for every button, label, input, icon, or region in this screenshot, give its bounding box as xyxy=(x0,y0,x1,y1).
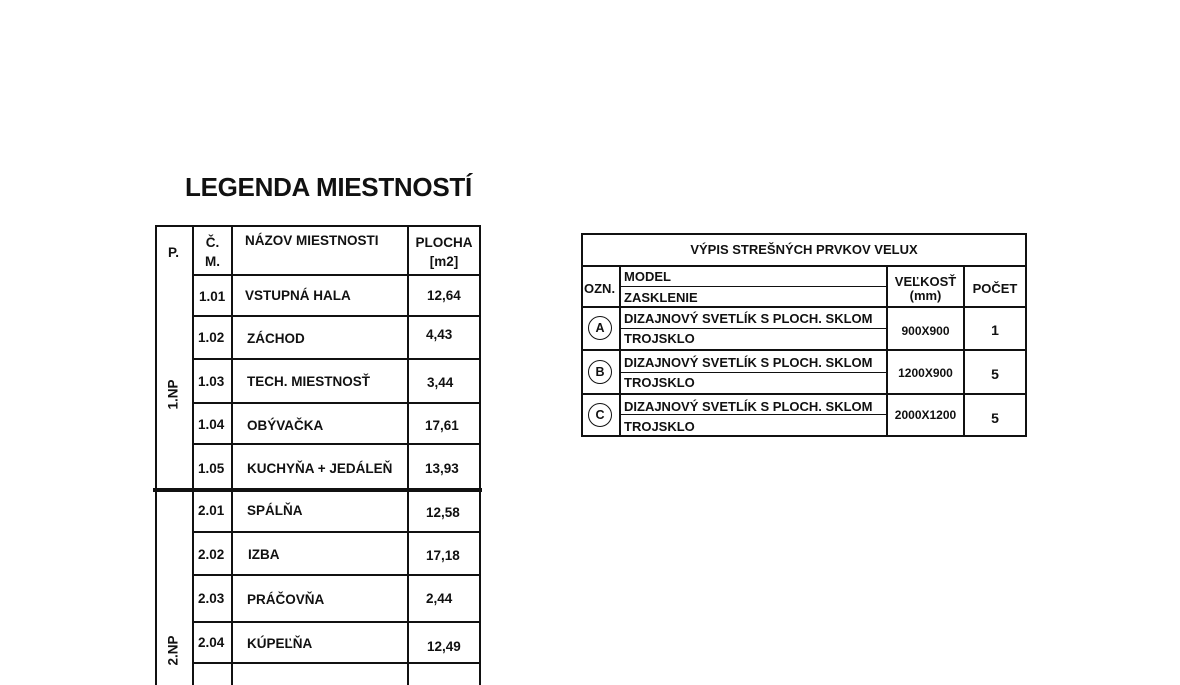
velux-title: VÝPIS STREŠNÝCH PRVKOV VELUX xyxy=(690,242,918,257)
table-border xyxy=(1025,233,1027,437)
room-legend-table xyxy=(155,225,481,685)
room-area: 4,43 xyxy=(426,327,453,342)
table-border xyxy=(231,225,233,685)
table-border xyxy=(155,225,481,227)
room-area: 12,49 xyxy=(427,639,461,654)
item-count: 5 xyxy=(991,410,999,426)
room-number: 1.03 xyxy=(198,374,225,389)
room-area: 3,44 xyxy=(427,375,454,390)
room-area: 13,93 xyxy=(425,461,459,476)
item-model: DIZAJNOVÝ SVETLÍK S PLOCH. SKLOM xyxy=(624,355,873,370)
table-border xyxy=(581,349,1027,351)
item-count: 1 xyxy=(991,322,999,338)
room-area: 12,58 xyxy=(426,505,460,520)
room-area: 17,18 xyxy=(426,548,460,563)
header-size-line2: (mm) xyxy=(909,288,942,303)
item-size: 2000X1200 xyxy=(894,408,957,422)
table-border xyxy=(581,233,1027,235)
room-name: PRÁČOVŇA xyxy=(247,592,325,607)
table-border xyxy=(581,306,1027,308)
header-number-line2: M. xyxy=(205,254,220,269)
table-border xyxy=(192,443,481,445)
table-border xyxy=(192,531,481,533)
room-name: ZÁCHOD xyxy=(247,331,305,346)
table-border xyxy=(192,315,481,317)
velux-table xyxy=(581,233,1027,437)
table-border xyxy=(620,372,887,373)
table-border xyxy=(192,402,481,404)
room-number: 1.02 xyxy=(198,330,225,345)
table-border xyxy=(620,328,887,329)
table-border xyxy=(192,358,481,360)
item-model: DIZAJNOVÝ SVETLÍK S PLOCH. SKLOM xyxy=(624,311,873,326)
room-name: KÚPEĽŇA xyxy=(247,636,313,651)
item-mark: C xyxy=(588,403,612,427)
room-name: OBÝVAČKA xyxy=(247,418,324,433)
table-border xyxy=(620,286,887,287)
floor-label: 1.NP xyxy=(165,379,181,410)
table-border xyxy=(581,435,1027,437)
room-area: 17,61 xyxy=(425,418,459,433)
room-area: 12,64 xyxy=(427,288,461,303)
table-border xyxy=(581,393,1027,395)
table-border xyxy=(192,274,481,276)
table-border xyxy=(581,265,1027,267)
header-area-line1: PLOCHA xyxy=(415,235,473,250)
item-glazing: TROJSKLO xyxy=(624,331,695,346)
room-number: 1.05 xyxy=(198,461,225,476)
table-border xyxy=(407,225,409,685)
item-model: DIZAJNOVÝ SVETLÍK S PLOCH. SKLOM xyxy=(624,399,873,414)
room-name: KUCHYŇA + JEDÁLEŇ xyxy=(247,461,393,476)
room-number: 2.04 xyxy=(198,635,225,650)
header-name: NÁZOV MIESTNOSTI xyxy=(245,233,379,248)
room-number: 2.02 xyxy=(198,547,225,562)
table-border xyxy=(620,414,887,415)
header-size-line1: VEĽKOSŤ xyxy=(894,274,957,289)
table-border xyxy=(619,265,621,437)
room-area: 2,44 xyxy=(426,591,453,606)
item-size: 1200X900 xyxy=(898,366,953,380)
header-glazing: ZASKLENIE xyxy=(624,290,698,305)
header-number-line1: Č. xyxy=(205,235,220,250)
floor-divider xyxy=(153,488,482,492)
room-number: 2.03 xyxy=(198,591,225,606)
table-border xyxy=(581,233,583,437)
header-mark: OZN. xyxy=(584,281,616,296)
header-count: POČET xyxy=(972,281,1018,296)
table-border xyxy=(192,225,194,685)
item-mark: A xyxy=(588,316,612,340)
item-mark: B xyxy=(588,360,612,384)
room-number: 1.04 xyxy=(198,417,225,432)
legend-title: LEGENDA MIESTNOSTÍ xyxy=(185,172,472,202)
item-count: 5 xyxy=(991,366,999,382)
floor-label: 2.NP xyxy=(165,635,181,666)
room-name: TECH. MIESTNOSŤ xyxy=(247,374,371,389)
room-name: IZBA xyxy=(248,547,280,562)
table-border xyxy=(192,574,481,576)
item-size: 900X900 xyxy=(901,324,950,338)
item-glazing: TROJSKLO xyxy=(624,375,695,390)
room-name: VSTUPNÁ HALA xyxy=(245,288,351,303)
table-border xyxy=(192,621,481,623)
room-number: 1.01 xyxy=(199,289,226,304)
header-floor: P. xyxy=(167,245,179,260)
header-model: MODEL xyxy=(624,269,671,284)
header-area-line2: [m2] xyxy=(429,254,459,269)
room-number: 2.01 xyxy=(198,503,225,518)
item-glazing: TROJSKLO xyxy=(624,419,695,434)
room-name: SPÁLŇA xyxy=(247,503,303,518)
table-border xyxy=(155,225,157,685)
table-border xyxy=(479,225,481,685)
